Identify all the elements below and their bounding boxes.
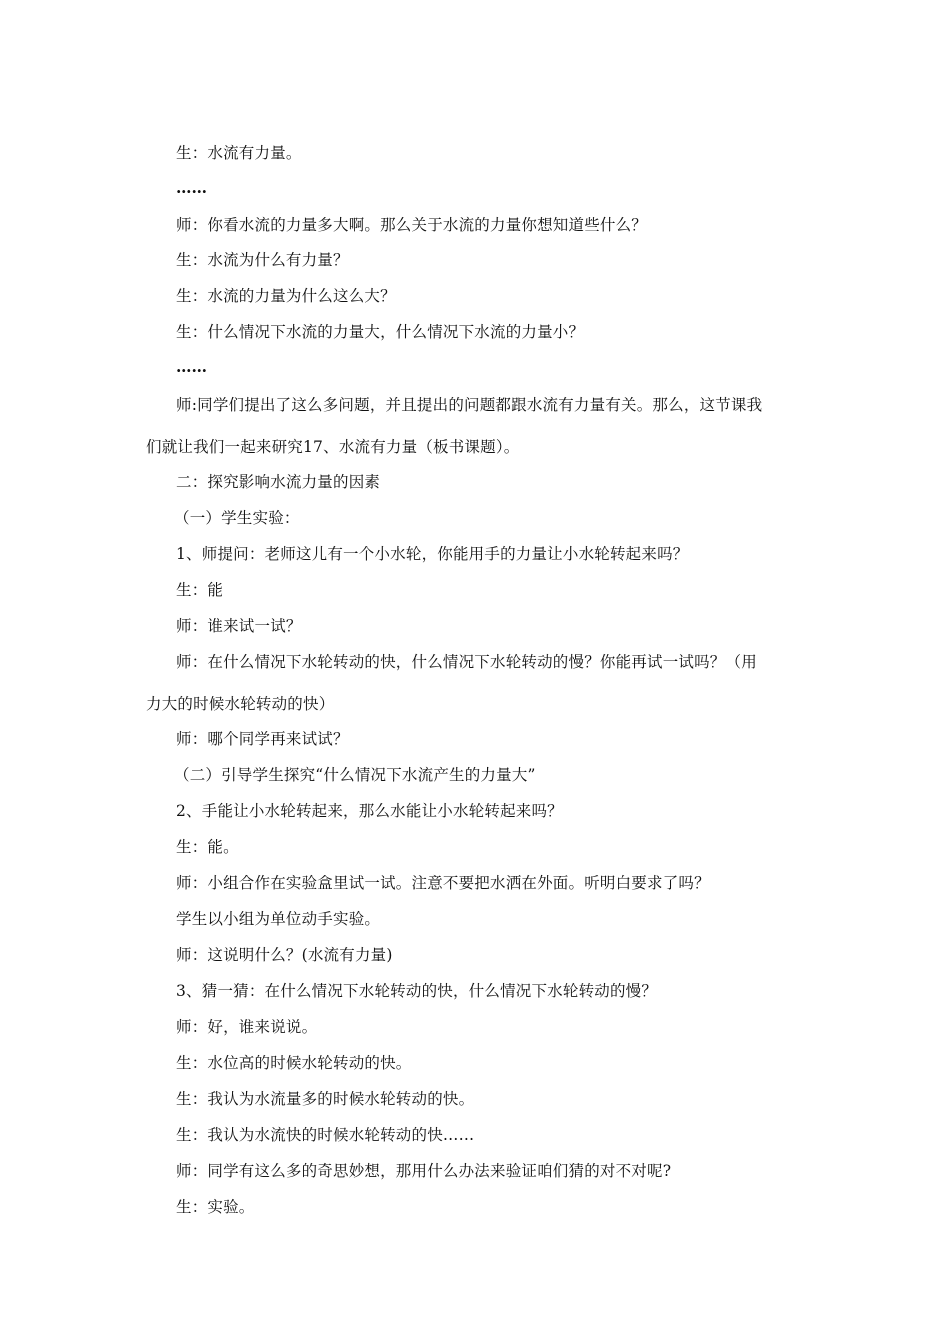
dialogue-line: 师：你看水流的力量多大啊。那么关于水流的力量你想知道些什么？ (176, 215, 648, 234)
dialogue-line: 生：水流有力量。 (176, 143, 302, 162)
ellipsis-line: …… (176, 356, 207, 376)
dialogue-line: 生：能 (176, 580, 224, 599)
section-heading: 二：探究影响水流力量的因素 (176, 472, 381, 491)
ellipsis-line: …… (176, 177, 207, 197)
dialogue-line: 生：能。 (176, 837, 239, 856)
subsection-heading: （二）引导学生探究“什么情况下水流产生的力量大” (174, 765, 536, 784)
dialogue-line: 生：我认为水流快的时候水轮转动的快…… (176, 1125, 475, 1144)
dialogue-line: 生：水流的力量为什么这么大？ (176, 286, 396, 305)
dialogue-line: 师：哪个同学再来试试？ (176, 729, 349, 748)
dialogue-line: 师：谁来试一试？ (176, 616, 302, 635)
narration-line: 学生以小组为单位动手实验。 (176, 909, 381, 928)
numbered-step: 1、师提问：老师这儿有一个小水轮，你能用手的力量让小水轮转起来吗？ (176, 544, 689, 563)
dialogue-line: 师：好，谁来说说。 (176, 1017, 318, 1036)
dialogue-line: 师：小组合作在实验盒里试一试。注意不要把水洒在外面。听明白要求了吗？ (176, 873, 710, 892)
dialogue-line: 生：实验。 (176, 1197, 255, 1216)
dialogue-line: 生：什么情况下水流的力量大，什么情况下水流的力量小？ (176, 322, 585, 341)
dialogue-line: 师：在什么情况下水轮转动的快，什么情况下水轮转动的慢？你能再试一试吗？（用 (176, 652, 757, 671)
dialogue-line: 生：水流为什么有力量？ (176, 250, 349, 269)
numbered-step: 2、手能让小水轮转起来，那么水能让小水轮转起来吗？ (176, 801, 563, 820)
numbered-step: 3、猜一猜：在什么情况下水轮转动的快，什么情况下水轮转动的慢？ (176, 981, 658, 1000)
dialogue-line: 师：这说明什么？(水流有力量) (176, 945, 393, 964)
dialogue-line: 师:同学们提出了这么多问题，并且提出的问题都跟水流有力量有关。那么，这节课我 (176, 395, 763, 414)
dialogue-line: 师：同学有这么多的奇思妙想，那用什么办法来验证咱们猜的对不对呢? (176, 1161, 672, 1180)
subsection-heading: （一）学生实验： (174, 508, 300, 527)
dialogue-line: 生：我认为水流量多的时候水轮转动的快。 (176, 1089, 475, 1108)
dialogue-line: 生：水位高的时候水轮转动的快。 (176, 1053, 412, 1072)
dialogue-line-continuation: 们就让我们一起来研究17、水流有力量（板书课题）。 (146, 437, 520, 456)
dialogue-line-continuation: 力大的时候水轮转动的快） (146, 694, 335, 713)
